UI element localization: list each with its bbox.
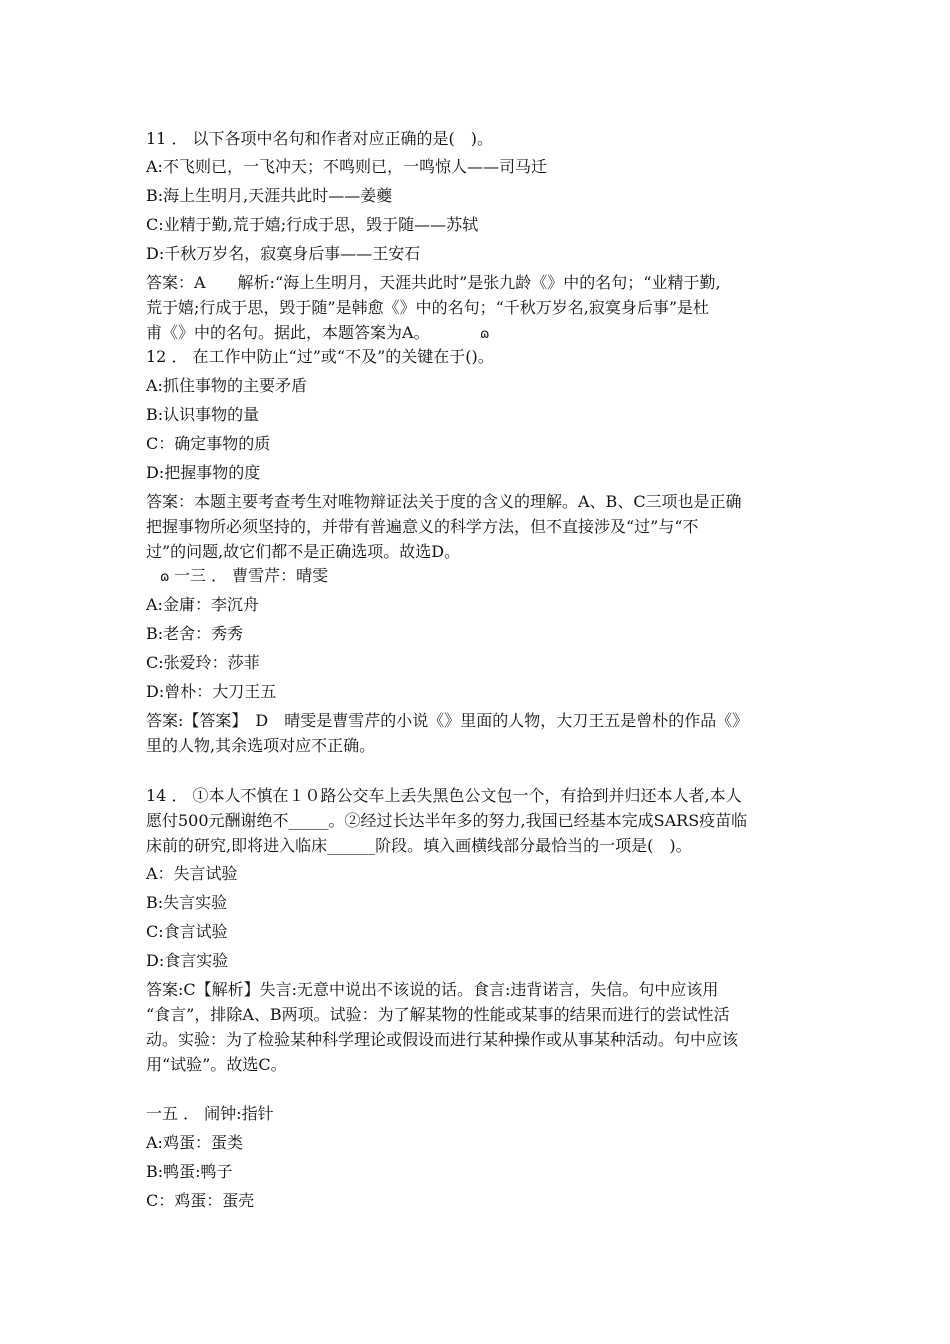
- stray-mark: ɷ: [160, 570, 170, 585]
- q11-option-d: D:千秋万岁名，寂寞身后事——王安石: [146, 244, 421, 263]
- q14-answer-line-3: 动。实验：为了检验某种科学理论或假设而进行某种操作或从事某种活动。句中应该: [146, 1030, 739, 1049]
- q14-option-a: A：失言试验: [146, 864, 238, 883]
- q11-answer-line-1: 答案：A 解析:“海上生明月，天涯共此时”是张九龄《》中的名句；“业精于勤,: [146, 273, 721, 292]
- q13-title: 一三 ． 曹雪芹：晴雯: [174, 566, 329, 585]
- q13-option-a: A:金庸：李沉舟: [146, 595, 259, 614]
- q14-option-c: C:食言试验: [146, 922, 228, 941]
- q14-title-line-2: 愿付500元酬谢绝不_____。②经过长达半年多的努力,我国已经基本完成SARS疫苗临: [146, 811, 748, 830]
- q14-answer-line-1: 答案:C【解析】失言:无意中说出不该说的话。食言:违背诺言，失信。句中应该用: [146, 980, 719, 999]
- q12-option-d: D:把握事物的度: [146, 463, 261, 482]
- q13-option-d: D:曾朴：大刀王五: [146, 682, 277, 701]
- q15-option-c: C：鸡蛋：蛋壳: [146, 1191, 255, 1210]
- q14-title-line-1: 14 ． ①本人不慎在１０路公交车上丢失黑色公文包一个，有拾到并归还本人者,本人: [146, 786, 742, 805]
- q13-answer-line-1: 答案:【答案】 D 晴雯是曹雪芹的小说《》里面的人物，大刀王五是曾朴的作品《》: [146, 711, 749, 730]
- q14-option-b: B:失言实验: [146, 893, 228, 912]
- q12-answer-line-3: 过”的问题,故它们都不是正确选项。故选D。: [146, 542, 461, 561]
- q14-title-line-3: 床前的研究,即将进入临床______阶段。填入画横线部分最恰当的一项是( )。: [146, 836, 692, 855]
- q12-option-a: A:抓住事物的主要矛盾: [146, 376, 307, 395]
- q15-option-a: A:鸡蛋：蛋类: [146, 1133, 243, 1152]
- q11-answer-line-2: 荒于嬉;行成于思，毁于随”是韩愈《》中的名句；“千秋万岁名,寂寞身后事”是杜: [146, 298, 710, 317]
- q12-title: 12 ． 在工作中防止“过”或“不及”的关键在于()。: [146, 347, 494, 366]
- q12-answer-line-2: 把握事物所必须坚持的，并带有普遍意义的科学方法，但不直接涉及“过”与“不: [146, 517, 699, 536]
- q14-answer-line-4: 用“试验”。故选C。: [146, 1055, 287, 1074]
- q12-answer-line-1: 答案：本题主要考查考生对唯物辩证法关于度的含义的理解。A、B、C三项也是正确: [146, 492, 742, 511]
- q11-title: 11 ． 以下各项中名句和作者对应正确的是( )。: [146, 129, 494, 148]
- q13-option-c: C:张爱玲：莎菲: [146, 653, 260, 672]
- q14-option-d: D:食言实验: [146, 951, 229, 970]
- q11-option-b: B:海上生明月,天涯共此时——姜夔: [146, 186, 393, 205]
- stray-mark: ɷ: [480, 327, 490, 342]
- q11-answer-line-3: 甫《》中的名句。据此，本题答案为A。: [146, 323, 430, 342]
- q12-option-b: B:认识事物的量: [146, 405, 260, 424]
- q11-option-a: A:不飞则已，一飞冲天；不鸣则已，一鸣惊人——司马迁: [146, 157, 547, 176]
- q13-answer-line-2: 里的人物,其余选项对应不正确。: [146, 736, 376, 755]
- q12-option-c: C：确定事物的质: [146, 434, 271, 453]
- q15-option-b: B:鸭蛋:鸭子: [146, 1162, 233, 1181]
- q11-option-c: C:业精于勤,荒于嬉;行成于思，毁于随——苏轼: [146, 215, 479, 234]
- q14-answer-line-2: “食言”，排除A、B两项。试验：为了解某物的性能或某事的结果而进行的尝试性活: [146, 1005, 730, 1024]
- q15-title: 一五 ． 闹钟:指针: [146, 1104, 274, 1123]
- q13-option-b: B:老舍：秀秀: [146, 624, 244, 643]
